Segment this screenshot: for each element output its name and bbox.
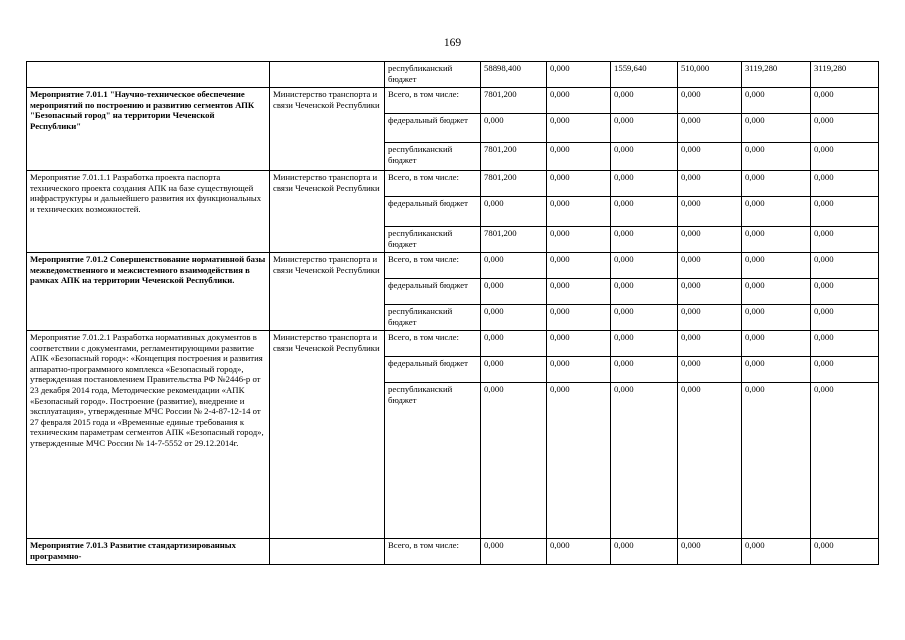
activity-cell: Мероприятие 7.01.3 Развитие стандартизированных программно- bbox=[27, 539, 270, 565]
amount-cell: 0,000 bbox=[678, 88, 742, 114]
amount-cell: 0,000 bbox=[742, 539, 811, 565]
amount-cell: 0,000 bbox=[611, 279, 678, 305]
table-row bbox=[27, 331, 879, 357]
amount-cell: 0,000 bbox=[481, 197, 547, 227]
amount-cell: 0,000 bbox=[611, 253, 678, 279]
amount-cell: 0,000 bbox=[678, 171, 742, 197]
activity-cell bbox=[27, 62, 270, 88]
amount-cell: 0,000 bbox=[811, 143, 879, 171]
amount-cell: 0,000 bbox=[481, 357, 547, 383]
amount-cell: 0,000 bbox=[811, 197, 879, 227]
funding-source-cell: федеральный бюджет bbox=[385, 279, 481, 305]
amount-cell: 0,000 bbox=[611, 171, 678, 197]
executor-cell: Министерство транспорта и связи Чеченской Республики bbox=[270, 171, 385, 253]
activity-cell: Мероприятие 7.01.2 Совершенствование нормативной базы межведомственного и межсистемного взаимодействия в рамках АПК на территории Чеченской Республики. bbox=[27, 253, 270, 331]
amount-cell: 0,000 bbox=[611, 143, 678, 171]
funding-source-cell: республиканский бюджет bbox=[385, 227, 481, 253]
amount-cell: 0,000 bbox=[811, 114, 879, 143]
amount-cell: 0,000 bbox=[481, 253, 547, 279]
amount-cell: 0,000 bbox=[742, 331, 811, 357]
amount-cell: 0,000 bbox=[742, 357, 811, 383]
amount-cell: 0,000 bbox=[742, 253, 811, 279]
amount-cell: 7801,200 bbox=[481, 143, 547, 171]
funding-source-cell: республиканский бюджет bbox=[385, 62, 481, 88]
amount-cell: 0,000 bbox=[678, 331, 742, 357]
funding-source-cell: республиканский бюджет bbox=[385, 383, 481, 539]
amount-cell: 58898,400 bbox=[481, 62, 547, 88]
amount-cell: 0,000 bbox=[742, 114, 811, 143]
amount-cell: 7801,200 bbox=[481, 88, 547, 114]
amount-cell: 0,000 bbox=[742, 88, 811, 114]
amount-cell: 0,000 bbox=[611, 197, 678, 227]
table-row bbox=[27, 539, 879, 565]
funding-source-cell: Всего, в том числе: bbox=[385, 331, 481, 357]
amount-cell: 0,000 bbox=[811, 171, 879, 197]
amount-cell: 0,000 bbox=[547, 539, 611, 565]
activity-cell: Мероприятие 7.01.2.1 Разработка нормативных документов в соответствии с документами, регламентирующими развитие АПК «Безопасный город»: «Концепция построения и развития аппаратно-программного комплекса «Безопасный город», утвержденная постановлением Правительства РФ №2446-р от 23 декабря 2014 года, Методические рекомендации «АПК «Безопасный город». Построение (развитие), внедрение и эксплуатация», утвержденные МЧС России № 2-4-87-12-14 от 27 февраля 2015 года и «Временные единые требования к техническим параметрам сегментов АПК «Безопасный город», утвержденные МЧС России № 14-7-5552 от 29.12.2014г. bbox=[27, 331, 270, 539]
table-row bbox=[27, 62, 879, 88]
amount-cell: 0,000 bbox=[611, 539, 678, 565]
amount-cell: 0,000 bbox=[678, 383, 742, 539]
amount-cell: 3119,280 bbox=[811, 62, 879, 88]
amount-cell: 0,000 bbox=[547, 143, 611, 171]
amount-cell: 0,000 bbox=[547, 171, 611, 197]
amount-cell: 0,000 bbox=[811, 253, 879, 279]
amount-cell: 0,000 bbox=[611, 88, 678, 114]
amount-cell: 0,000 bbox=[742, 197, 811, 227]
amount-cell: 0,000 bbox=[547, 62, 611, 88]
amount-cell: 0,000 bbox=[547, 227, 611, 253]
amount-cell: 0,000 bbox=[547, 305, 611, 331]
amount-cell: 0,000 bbox=[547, 88, 611, 114]
page-number: 169 bbox=[443, 37, 462, 49]
amount-cell: 0,000 bbox=[481, 114, 547, 143]
funding-source-cell: республиканский бюджет bbox=[385, 143, 481, 171]
amount-cell: 0,000 bbox=[811, 279, 879, 305]
amount-cell: 0,000 bbox=[547, 331, 611, 357]
amount-cell: 7801,200 bbox=[481, 171, 547, 197]
amount-cell: 0,000 bbox=[678, 539, 742, 565]
amount-cell: 0,000 bbox=[611, 383, 678, 539]
funding-source-cell: федеральный бюджет bbox=[385, 357, 481, 383]
activity-cell: Мероприятие 7.01.1 "Научно-техническое обеспечение мероприятий по построению и развитию сегментов АПК "Безопасный город" на территории Чеченской Республики" bbox=[27, 88, 270, 171]
amount-cell: 1559,640 bbox=[611, 62, 678, 88]
amount-cell: 0,000 bbox=[742, 227, 811, 253]
amount-cell: 0,000 bbox=[481, 305, 547, 331]
table-row bbox=[27, 88, 879, 114]
amount-cell: 0,000 bbox=[481, 383, 547, 539]
amount-cell: 0,000 bbox=[742, 143, 811, 171]
amount-cell: 0,000 bbox=[547, 279, 611, 305]
amount-cell: 0,000 bbox=[811, 357, 879, 383]
table-row bbox=[27, 253, 879, 279]
amount-cell: 0,000 bbox=[811, 305, 879, 331]
funding-source-cell: республиканский бюджет bbox=[385, 305, 481, 331]
amount-cell: 0,000 bbox=[742, 305, 811, 331]
amount-cell: 0,000 bbox=[481, 279, 547, 305]
executor-cell: Министерство транспорта и связи Чеченской Республики bbox=[270, 253, 385, 331]
amount-cell: 0,000 bbox=[811, 539, 879, 565]
executor-cell: Министерство транспорта и связи Чеченской Республики bbox=[270, 331, 385, 539]
funding-source-cell: Всего, в том числе: bbox=[385, 171, 481, 197]
amount-cell: 0,000 bbox=[611, 227, 678, 253]
funding-source-cell: федеральный бюджет bbox=[385, 197, 481, 227]
amount-cell: 0,000 bbox=[481, 539, 547, 565]
amount-cell: 0,000 bbox=[547, 383, 611, 539]
amount-cell: 0,000 bbox=[811, 88, 879, 114]
amount-cell: 0,000 bbox=[611, 305, 678, 331]
amount-cell: 510,000 bbox=[678, 62, 742, 88]
amount-cell: 0,000 bbox=[811, 227, 879, 253]
amount-cell: 0,000 bbox=[811, 331, 879, 357]
amount-cell: 0,000 bbox=[742, 171, 811, 197]
amount-cell: 0,000 bbox=[611, 331, 678, 357]
amount-cell: 0,000 bbox=[742, 383, 811, 539]
amount-cell: 0,000 bbox=[481, 331, 547, 357]
funding-source-cell: Всего, в том числе: bbox=[385, 539, 481, 565]
amount-cell: 0,000 bbox=[678, 114, 742, 143]
amount-cell: 0,000 bbox=[547, 357, 611, 383]
funding-source-cell: Всего, в том числе: bbox=[385, 88, 481, 114]
amount-cell: 0,000 bbox=[678, 253, 742, 279]
amount-cell: 0,000 bbox=[611, 114, 678, 143]
amount-cell: 0,000 bbox=[678, 279, 742, 305]
amount-cell: 0,000 bbox=[611, 357, 678, 383]
activity-cell: Мероприятие 7.01.1.1 Разработка проекта паспорта технического проекта создания АПК на базе существующей инфраструктуры и дальнейшего развития их функциональных и технических возможностей. bbox=[27, 171, 270, 253]
executor-cell: Министерство транспорта и связи Чеченской Республики bbox=[270, 88, 385, 171]
amount-cell: 0,000 bbox=[547, 197, 611, 227]
budget-table bbox=[26, 61, 879, 565]
amount-cell: 0,000 bbox=[742, 279, 811, 305]
amount-cell: 7801,200 bbox=[481, 227, 547, 253]
funding-source-cell: Всего, в том числе: bbox=[385, 253, 481, 279]
amount-cell: 0,000 bbox=[678, 305, 742, 331]
amount-cell: 0,000 bbox=[811, 383, 879, 539]
executor-cell bbox=[270, 539, 385, 565]
amount-cell: 3119,280 bbox=[742, 62, 811, 88]
table-row bbox=[27, 171, 879, 197]
amount-cell: 0,000 bbox=[678, 197, 742, 227]
amount-cell: 0,000 bbox=[547, 114, 611, 143]
amount-cell: 0,000 bbox=[678, 143, 742, 171]
amount-cell: 0,000 bbox=[547, 253, 611, 279]
amount-cell: 0,000 bbox=[678, 227, 742, 253]
funding-source-cell: федеральный бюджет bbox=[385, 114, 481, 143]
amount-cell: 0,000 bbox=[678, 357, 742, 383]
executor-cell bbox=[270, 62, 385, 88]
